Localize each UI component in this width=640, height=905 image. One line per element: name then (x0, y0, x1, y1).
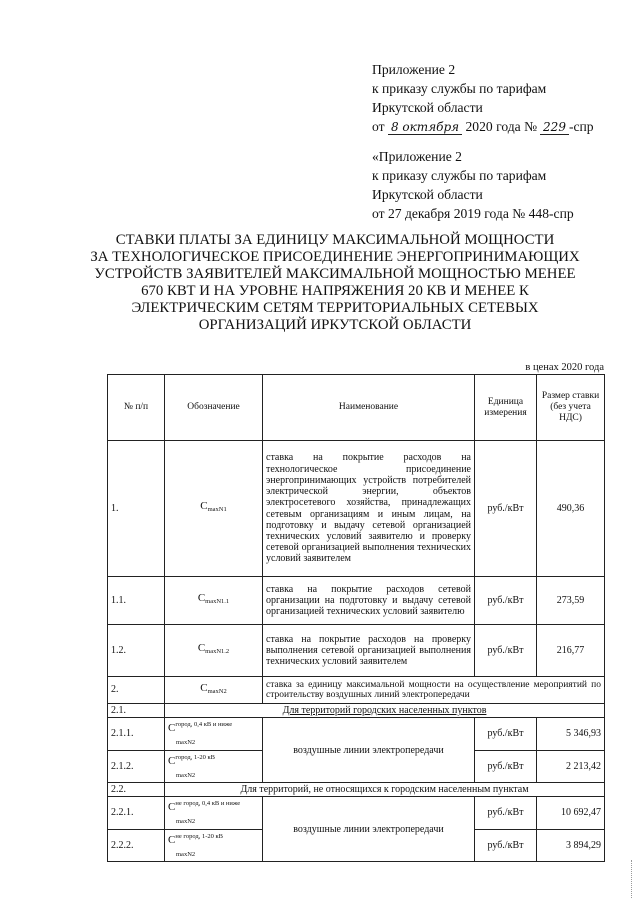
title-line: ЗА ТЕХНОЛОГИЧЕСКОЕ ПРИСОЕДИНЕНИЕ ЭНЕРГОПРИНИМАЮЩИХ (90, 249, 580, 265)
row-symbol: $C^{город, 0,4 кВ и ниже}$ $_{maxN2}$ (165, 718, 263, 750)
scan-edge-mark (628, 860, 632, 898)
row-unit: руб./кВт (475, 625, 537, 677)
appendix-label: Приложение 2 (372, 62, 456, 77)
table-row (108, 441, 605, 577)
row-symbol: $C^{город, 1-20 кВ}$ $_{maxN2}$ (165, 750, 263, 782)
row-num: 2. (108, 677, 165, 704)
table-row (108, 718, 605, 750)
header-symbol: Обозначение (165, 375, 263, 441)
row-unit: руб./кВт (475, 441, 537, 577)
row-num: 2.1.2. (108, 750, 165, 782)
row-num: 1.2. (108, 625, 165, 677)
row-value: 2 213,42 (537, 750, 605, 782)
quoted-date: от 27 декабря 2019 года № 448-спр (372, 206, 574, 221)
row-name: ставка на покрытие расходов на проверку выполнения сетевой организацией выполнения технических условий заявителем (263, 625, 475, 677)
title-line: УСТРОЙСТВ ЗАЯВИТЕЛЕЙ МАКСИМАЛЬНОЙ МОЩНОСТЬЮ МЕНЕЕ (94, 266, 576, 282)
title-line: СТАВКИ ПЛАТЫ ЗА ЕДИНИЦУ МАКСИМАЛЬНОЙ МОЩНОСТИ (115, 232, 555, 248)
date-suffix: 2020 года № (465, 119, 538, 134)
table-row (108, 577, 605, 625)
section-row-urban (108, 704, 605, 718)
quoted-header (372, 147, 574, 223)
row-value: 216,77 (537, 625, 605, 677)
header-num: № п/п (108, 375, 165, 441)
row-num: 2.2.2. (108, 829, 165, 861)
row-symbol: $C_{maxN1.1}$ (165, 577, 263, 625)
header-name: Наименование (263, 375, 475, 441)
quoted-order-ref: к приказу службы по тарифам (372, 168, 547, 183)
row-unit: руб./кВт (475, 797, 537, 829)
table-header-row (108, 375, 605, 441)
row-symbol: $C^{не город, 1-20 кВ}$ $_{maxN2}$ (165, 829, 263, 861)
row-symbol: $C^{не город, 0,4 кВ и ниже}$ $_{maxN2}$ (165, 797, 263, 829)
region-name: Иркутской области (372, 100, 483, 115)
row-value: 490,36 (537, 441, 605, 577)
row-num: 1.1. (108, 577, 165, 625)
row-num: 2.1.1. (108, 718, 165, 750)
header-rate: Размер ставки (без учета НДС) (537, 375, 605, 441)
quoted-appendix-label: «Приложение 2 (372, 149, 462, 164)
row-unit: руб./кВт (475, 718, 537, 750)
date-prefix: от (372, 119, 385, 134)
title-line: ОРГАНИЗАЦИЙ ИРКУТСКОЙ ОБЛАСТИ (198, 317, 472, 333)
row-name: воздушные линии электропередачи (263, 718, 475, 783)
title-line: 670 КВТ И НА УРОВНЕ НАПРЯЖЕНИЯ 20 КВ И МЕНЕЕ К (141, 283, 529, 299)
order-ref: к приказу службы по тарифам (372, 81, 547, 96)
document-title (70, 232, 600, 334)
section-num: 2.1. (108, 704, 165, 718)
row-num: 2.2.1. (108, 797, 165, 829)
row-name: ставка за единицу максимальной мощности на осуществление мероприятий по строительству воздушных линий электропередачи (263, 677, 605, 704)
rates-table (107, 374, 605, 862)
row-value: 273,59 (537, 577, 605, 625)
handwritten-date: 8 октября (388, 120, 462, 135)
section-num: 2.2. (108, 783, 165, 797)
order-header (372, 60, 594, 136)
row-symbol: $C_{maxN1.2}$ (165, 625, 263, 677)
row-unit: руб./кВт (475, 577, 537, 625)
handwritten-number: 229 (540, 120, 569, 135)
row-symbol: $C_{maxN1}$ (165, 441, 263, 577)
row-value: 3 894,29 (537, 829, 605, 861)
prices-note: в ценах 2020 года (525, 362, 604, 373)
row-name: ставка на покрытие расходов сетевой организации на подготовку и выдачу сетевой организацией технических условий заявителю (263, 577, 475, 625)
section-label: Для территорий городских населенных пунктов (165, 704, 605, 718)
row-name: ставка на покрытие расходов на технологическое присоединение энергопринимающих устройств потребителей электрической энергии, объектов электросетевого хозяйства, принадлежащих сетевым организациям и иным лицам, на подготовку и выдачу сетевой организацией технических условий заявителю и проверку сетевой организацией выполнения технических условий заявителем (263, 441, 475, 577)
row-unit: руб./кВт (475, 750, 537, 782)
row-value: 10 692,47 (537, 797, 605, 829)
title-line: ЭЛЕКТРИЧЕСКИМ СЕТЯМ ТЕРРИТОРИАЛЬНЫХ СЕТЕВЫХ (131, 300, 539, 316)
header-unit: Единица измерения (475, 375, 537, 441)
section-row-rural (108, 783, 605, 797)
row-unit: руб./кВт (475, 829, 537, 861)
table-row (108, 797, 605, 829)
table-row (108, 625, 605, 677)
row-name: воздушные линии электропередачи (263, 797, 475, 862)
order-date-line (372, 117, 594, 136)
quoted-region: Иркутской области (372, 187, 483, 202)
table-row (108, 677, 605, 704)
section-label: Для территорий, не относящихся к городским населенным пунктам (165, 783, 605, 797)
number-suffix: -спр (568, 119, 594, 134)
row-num: 1. (108, 441, 165, 577)
row-value: 5 346,93 (537, 718, 605, 750)
row-symbol: $C_{maxN2}$ (165, 677, 263, 704)
